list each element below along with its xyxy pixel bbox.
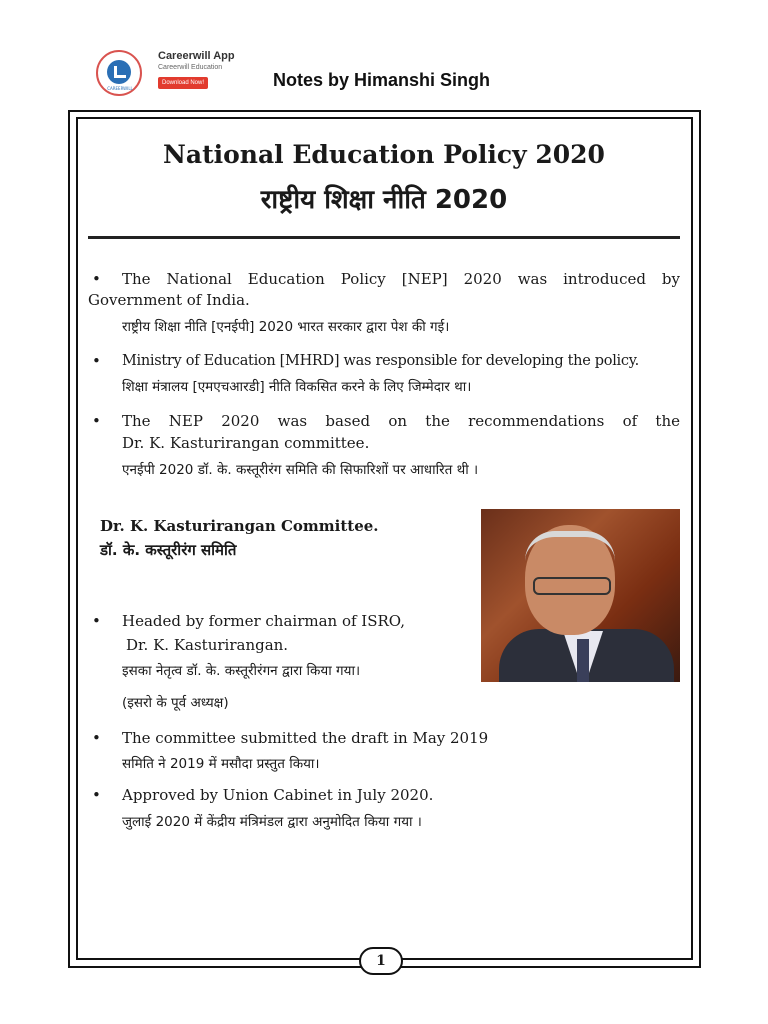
- title-divider: [88, 236, 680, 239]
- bullet-icon: •: [92, 270, 101, 288]
- page-number: 1: [359, 947, 403, 975]
- point-1-hi: राष्ट्रीय शिक्षा नीति [एनईपी] 2020 भारत सरकार द्वारा पेश की गई।: [122, 319, 450, 335]
- point-3-en-line1: The NEP 2020 was based on the recommendations of the: [122, 412, 680, 430]
- point-1-en-line1: The National Education Policy [NEP] 2020 was introduced by: [122, 270, 680, 288]
- point-1-en-line2: Government of India.: [88, 291, 250, 309]
- point-3-en-line2: Dr. K. Kasturirangan committee.: [122, 434, 370, 452]
- point-3-hi: एनईपी 2020 डॉ. के. कस्तूरीरंग समिति की सिफारिशों पर आधारित थी ।: [122, 462, 479, 478]
- page-title-english: National Education Policy 2020: [163, 140, 605, 169]
- careerwill-logo-icon: CAREERWILL: [96, 50, 142, 96]
- committee-point-1-hi-line1: इसका नेतृत्व डॉ. के. कस्तूरीरंगन द्वारा किया गया।: [122, 663, 361, 679]
- committee-heading-english: Dr. K. Kasturirangan Committee.: [100, 517, 379, 535]
- committee-point-2-en-line1: The committee submitted the draft in May 2019: [122, 729, 489, 747]
- bullet-icon: •: [92, 412, 101, 430]
- page-header: [0, 0, 768, 110]
- committee-point-2-hi-line1: समिति ने 2019 में मसौदा प्रस्तुत किया।: [122, 756, 320, 772]
- committee-point-3-en-line1: Approved by Union Cabinet in July 2020.: [122, 786, 434, 804]
- point-2-en-line1: Ministry of Education [MHRD] was responsible for developing the policy.: [122, 353, 639, 369]
- committee-point-1-en-line1: Headed by former chairman of ISRO,: [122, 612, 405, 630]
- bullet-icon: •: [92, 352, 101, 370]
- notes-author: Notes by Himanshi Singh: [273, 70, 491, 90]
- committee-point-1-en-line2: Dr. K. Kasturirangan.: [126, 636, 289, 654]
- committee-point-1-hi-line2: (इसरो के पूर्व अध्यक्ष): [122, 695, 229, 711]
- kasturirangan-photo: [481, 509, 680, 682]
- app-name: Careerwill App: [158, 50, 235, 62]
- committee-point-3-hi-line1: जुलाई 2020 में केंद्रीय मंत्रिमंडल द्वारा अनुमोदित किया गया ।: [122, 814, 422, 830]
- bullet-icon: •: [92, 612, 101, 630]
- app-subtitle: Careerwill Education: [158, 64, 223, 71]
- bullet-icon: •: [92, 786, 101, 804]
- bullet-icon: •: [92, 729, 101, 747]
- page-title-hindi: राष्ट्रीय शिक्षा नीति 2020: [260, 185, 508, 215]
- download-button[interactable]: Download Now!: [158, 77, 208, 89]
- committee-heading-hindi: डॉ. के. कस्तूरीरंग समिति: [100, 541, 237, 559]
- point-2-hi: शिक्षा मंत्रालय [एमएचआरडी] नीति विकसित करने के लिए जिम्मेदार था।: [122, 379, 472, 395]
